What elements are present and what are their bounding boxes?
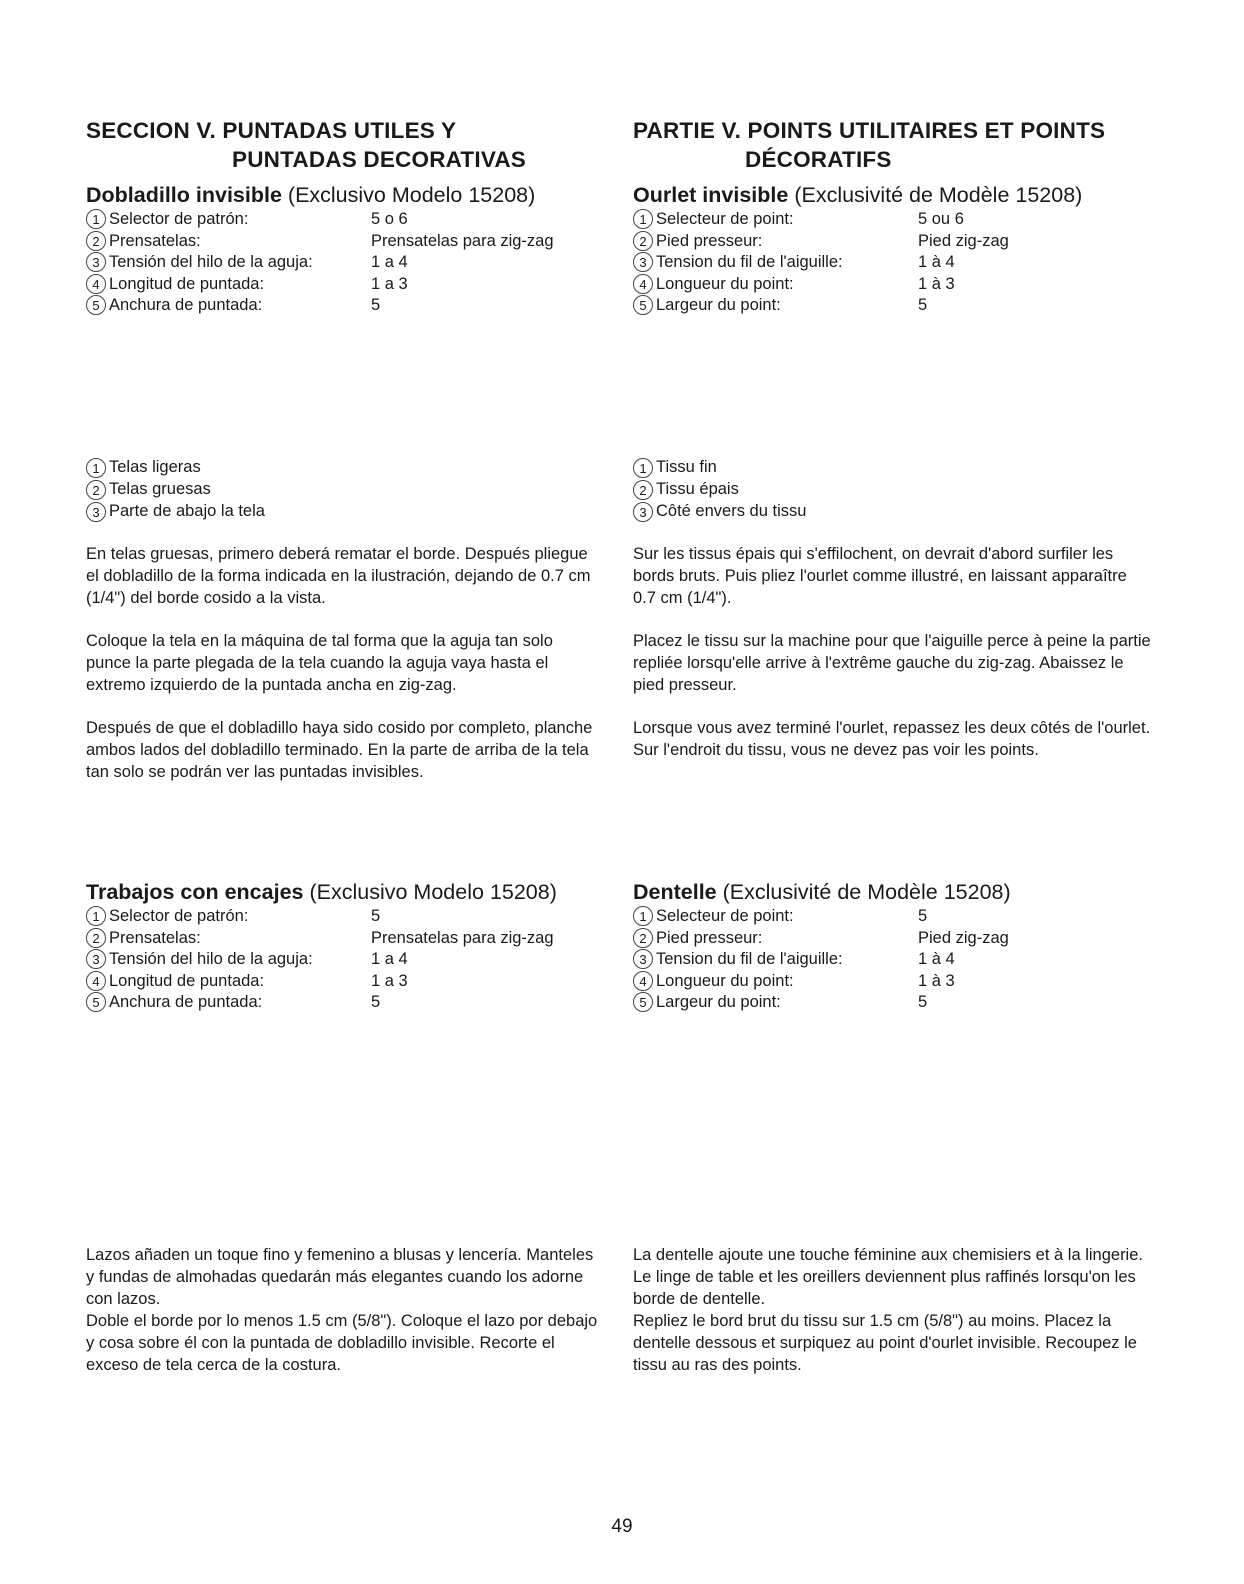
step-number-icon: 1 <box>633 906 653 926</box>
paragraph: Sur les tissus épais qui s'effilochent, on devrait d'abord surfiler les bords bruts. Puis pliez l'ourlet comme illustré, en laissant apparaître 0.7 cm (1/4"). <box>633 545 1127 607</box>
setting-value: Prensatelas para zig-zag <box>371 928 554 947</box>
setting-value: 5 <box>371 993 381 1011</box>
blind-hem-text-es <box>86 543 596 783</box>
setting-value: Prensatelas para zig-zag <box>371 231 554 250</box>
setting-row <box>633 209 1193 231</box>
subsection-title-fr: Ourlet invisible (Exclusivité de Modèle 15208) <box>633 183 1083 207</box>
lace-text-fr <box>633 1244 1163 1376</box>
lace-text-es <box>86 1244 601 1376</box>
setting-row <box>86 209 606 231</box>
setting-value: 5 o 6 <box>371 210 408 228</box>
step-number-icon: 2 <box>86 928 106 948</box>
figure-label <box>86 456 606 478</box>
setting-label: Selecteur de point: <box>656 907 794 925</box>
step-number-icon: 3 <box>633 252 653 272</box>
setting-label: Selector de patrón: <box>109 210 249 228</box>
setting-value: 1 à 4 <box>918 950 955 968</box>
step-number-icon: 1 <box>86 458 106 478</box>
setting-row <box>633 252 1193 274</box>
settings-list <box>86 906 606 1014</box>
setting-value: 1 à 3 <box>918 971 955 990</box>
figure-label-text: Parte de abajo la tela <box>109 502 265 520</box>
step-number-icon: 1 <box>633 458 653 478</box>
label-list <box>633 456 1153 522</box>
spanish-column <box>86 116 606 174</box>
step-number-icon: 2 <box>86 231 106 251</box>
setting-value: 1 a 3 <box>371 274 408 293</box>
paragraph: Coloque la tela en la máquina de tal forma que la aguja tan solo punce la parte plegada de la tela cuando la aguja vaya hasta el extremo izquierdo de la puntada ancha en zig-zag. <box>86 632 553 694</box>
step-number-icon: 2 <box>633 928 653 948</box>
setting-value: 5 <box>918 296 928 314</box>
step-number-icon: 3 <box>86 252 106 272</box>
step-number-icon: 5 <box>633 992 653 1012</box>
setting-value: 5 <box>918 907 928 925</box>
settings-list <box>86 209 606 317</box>
step-number-icon: 4 <box>86 274 106 294</box>
figure-label <box>86 500 606 522</box>
step-number-icon: 2 <box>633 231 653 251</box>
setting-row <box>633 949 1193 971</box>
setting-row <box>86 295 606 317</box>
paragraph: Después de que el dobladillo haya sido cosido por completo, planche ambos lados del dobladillo terminado. En la parte de arriba de la tela tan solo se podrán ver las puntadas invisibles. <box>86 719 593 781</box>
setting-row <box>86 949 606 971</box>
setting-row <box>86 928 606 950</box>
setting-label: Tension du fil de l'aiguille: <box>656 950 843 968</box>
figure-label-text: Tissu épais <box>656 480 739 498</box>
figure-labels-es <box>86 456 606 522</box>
step-number-icon: 3 <box>86 949 106 969</box>
step-number-icon: 3 <box>633 502 653 522</box>
step-number-icon: 4 <box>633 274 653 294</box>
setting-row <box>86 252 606 274</box>
setting-value: 1 à 3 <box>918 274 955 293</box>
figure-label <box>633 478 1153 500</box>
setting-value: Pied zig-zag <box>918 231 1009 250</box>
step-number-icon: 1 <box>633 209 653 229</box>
setting-label: Tensión del hilo de la aguja: <box>109 253 313 271</box>
setting-label: Largeur du point: <box>656 296 781 314</box>
figure-label-text: Telas ligeras <box>109 458 201 476</box>
label-list <box>86 456 606 522</box>
step-number-icon: 5 <box>86 295 106 315</box>
step-number-icon: 5 <box>633 295 653 315</box>
paragraph: Lazos añaden un toque fino y femenino a blusas y lencería. Manteles y fundas de almohadas quedarán más elegantes cuando los adorne con lazos. Doble el borde por lo menos 1.5 cm (5/8"). Coloque el lazo por debajo y cosa sobre él con la puntada de dobladillo invisible. Recorte el exceso de tela cerca de la costura. <box>86 1246 598 1374</box>
step-number-icon: 5 <box>86 992 106 1012</box>
page-number: 49 <box>611 1516 633 1537</box>
setting-label: Tension du fil de l'aiguille: <box>656 253 843 271</box>
setting-row <box>86 906 606 928</box>
setting-row <box>86 274 606 296</box>
subsection-title-es: Trabajos con encajes (Exclusivo Modelo 15208) <box>86 880 557 904</box>
subsection-title-es: Dobladillo invisible (Exclusivo Modelo 15208) <box>86 183 536 207</box>
setting-value: Pied zig-zag <box>918 928 1009 947</box>
figure-label <box>86 478 606 500</box>
setting-label: Pied presseur: <box>656 928 763 947</box>
setting-label: Anchura de puntada: <box>109 296 263 314</box>
step-number-icon: 4 <box>86 971 106 991</box>
setting-value: 5 <box>918 993 928 1011</box>
step-number-icon: 2 <box>633 480 653 500</box>
setting-value: 1 a 3 <box>371 971 408 990</box>
setting-label: Longitud de puntada: <box>109 971 265 990</box>
figure-label <box>633 456 1153 478</box>
setting-value: 5 <box>371 907 381 925</box>
lace-es <box>86 879 606 1014</box>
figure-labels-fr <box>633 456 1153 522</box>
setting-row <box>633 295 1193 317</box>
setting-row <box>633 231 1193 253</box>
setting-row <box>633 928 1193 950</box>
setting-row <box>633 274 1193 296</box>
setting-label: Longueur du point: <box>656 274 794 293</box>
setting-value: 1 à 4 <box>918 253 955 271</box>
section-title-fr: PARTIE V. POINTS UTILITAIRES ET POINTS DÉCORATIFS <box>633 118 1106 172</box>
step-number-icon: 1 <box>86 906 106 926</box>
setting-value: 1 a 4 <box>371 253 408 271</box>
step-number-icon: 1 <box>86 209 106 229</box>
setting-value: 5 ou 6 <box>918 210 964 228</box>
subsection-title-fr: Dentelle (Exclusivité de Modèle 15208) <box>633 880 1011 904</box>
french-column <box>633 116 1193 174</box>
settings-list <box>633 209 1193 317</box>
setting-label: Longueur du point: <box>656 971 794 990</box>
setting-label: Selecteur de point: <box>656 210 794 228</box>
step-number-icon: 4 <box>633 971 653 991</box>
step-number-icon: 2 <box>86 480 106 500</box>
setting-row <box>633 971 1193 993</box>
setting-label: Longitud de puntada: <box>109 274 265 293</box>
paragraph: En telas gruesas, primero deberá rematar el borde. Después pliegue el dobladillo de la forma indicada en la ilustración, dejando de 0.7 cm (1/4") del borde cosido a la vista. <box>86 545 591 607</box>
setting-label: Largeur du point: <box>656 993 781 1011</box>
blind-hem-text-fr <box>633 543 1153 761</box>
figure-label-text: Tissu fin <box>656 458 717 476</box>
lace-fr <box>633 879 1193 1014</box>
section-title-es: SECCION V. PUNTADAS UTILES Y PUNTADAS DECORATIVAS <box>86 118 527 172</box>
figure-label-text: Telas gruesas <box>109 480 211 498</box>
step-number-icon: 3 <box>86 502 106 522</box>
step-number-icon: 3 <box>633 949 653 969</box>
settings-list <box>633 906 1193 1014</box>
paragraph: Placez le tissu sur la machine pour que l'aiguille perce à peine la partie repliée lorsqu'elle arrive à l'extrême gauche du zig-zag. Abaissez le pied presseur. <box>633 632 1151 694</box>
setting-value: 5 <box>371 296 381 314</box>
setting-row <box>86 971 606 993</box>
blind-hem-es <box>86 182 606 317</box>
setting-label: Tensión del hilo de la aguja: <box>109 950 313 968</box>
setting-label: Prensatelas: <box>109 928 201 947</box>
setting-label: Pied presseur: <box>656 231 763 250</box>
setting-row <box>86 231 606 253</box>
blind-hem-fr <box>633 182 1193 317</box>
setting-label: Prensatelas: <box>109 231 201 250</box>
figure-label-text: Côté envers du tissu <box>656 502 807 520</box>
setting-row <box>633 906 1193 928</box>
setting-row <box>86 992 606 1014</box>
setting-label: Anchura de puntada: <box>109 993 263 1011</box>
setting-label: Selector de patrón: <box>109 907 249 925</box>
setting-value: 1 a 4 <box>371 950 408 968</box>
paragraph: Lorsque vous avez terminé l'ourlet, repassez les deux côtés de l'ourlet. Sur l'endroit du tissu, vous ne devez pas voir les points. <box>633 719 1151 759</box>
figure-label <box>633 500 1153 522</box>
paragraph: La dentelle ajoute une touche féminine aux chemisiers et à la lingerie. Le linge de table et les oreillers deviennent plus raffinés lorsqu'on les borde de dentelle. Repliez le bord brut du tissu sur 1.5 cm (5/8") au moins. Placez la dentelle dessous et surpiquez au point d'ourlet invisible. Recoupez le tissu au ras des points. <box>633 1246 1143 1374</box>
setting-row <box>633 992 1193 1014</box>
